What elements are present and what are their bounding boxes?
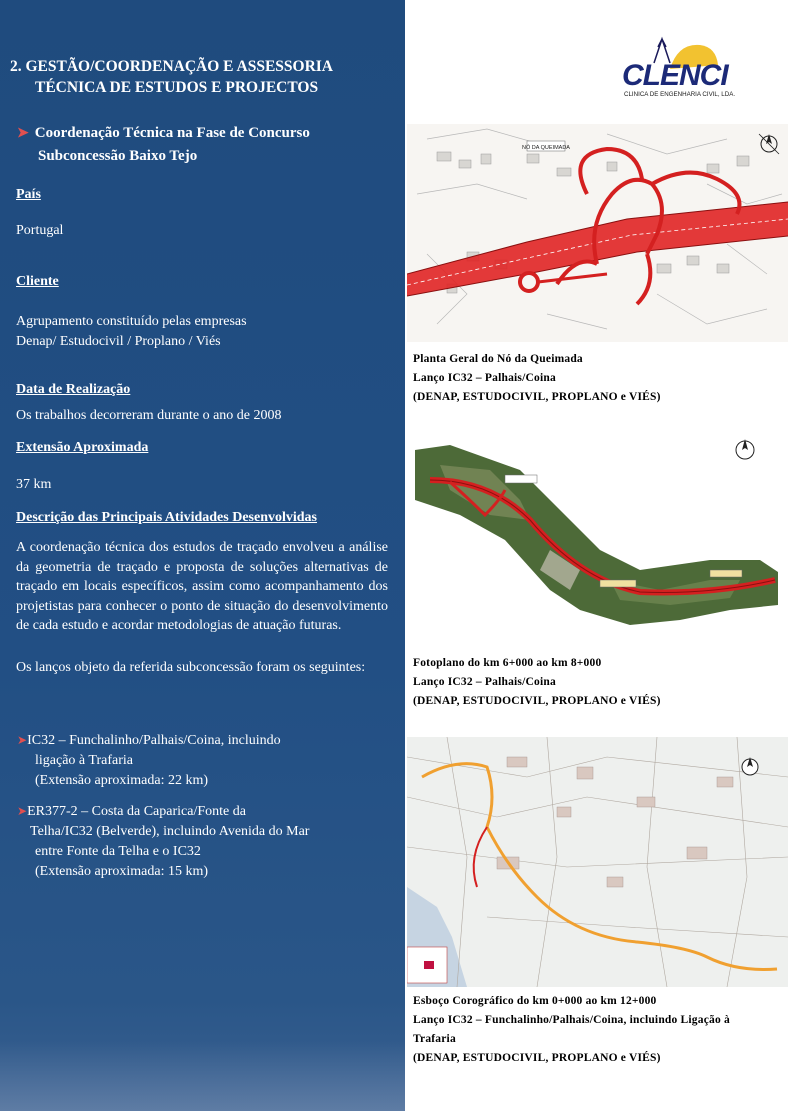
subtitle-line1: Coordenação Técnica na Fase de Concurso <box>34 125 310 141</box>
caption-2-line2: Lanço IC32 – Palhais/Coina <box>413 676 556 688</box>
item2-line4: (Extensão aproximada: 15 km) <box>35 864 209 879</box>
item1-line3: (Extensão aproximada: 22 km) <box>35 773 209 788</box>
caption-figure-2 <box>413 654 785 711</box>
caption-3-line1: Esboço Corográfico do km 0+000 ao km 12+000 <box>413 995 657 1007</box>
item2-line2: Telha/IC32 (Belverde), incluindo Avenida do Mar <box>30 824 310 839</box>
caption-2-line3: (DENAP, ESTUDOCIVIL, PROPLANO e VIÉS) <box>413 695 661 707</box>
descricao-para2: Os lanços objeto da referida subconcessão foram os seguintes: <box>16 659 366 675</box>
data-value: Os trabalhos decorreram durante o ano de 2008 <box>16 408 282 423</box>
map-label-no-queimada: NÓ DA QUEIMADA <box>522 145 570 151</box>
caption-1-line2: Lanço IC32 – Palhais/Coina <box>413 372 556 384</box>
title-line2: TÉCNICA DE ESTUDOS E PROJECTOS <box>35 79 319 96</box>
section-title <box>10 56 333 98</box>
logo-wordmark: CLENCI <box>622 59 728 92</box>
cliente-value <box>16 312 247 352</box>
data-heading: Data de Realização <box>16 382 131 397</box>
figure-esboco-corografico <box>407 737 788 987</box>
item2-line1: ER377-2 – Costa da Caparica/Fonte da <box>27 804 246 819</box>
panel-fade <box>0 1041 405 1111</box>
figure-fotoplano <box>410 420 786 652</box>
item1-line1: IC32 – Funchalinho/Palhais/Coina, incluindo <box>27 733 281 748</box>
caption-1-line3: (DENAP, ESTUDOCIVIL, PROPLANO e VIÉS) <box>413 391 661 403</box>
cliente-line2: Denap/ Estudocivil / Proplano / Viés <box>16 334 221 349</box>
extensao-value: 37 km <box>16 477 52 492</box>
caption-3-line2: Lanço IC32 – Funchalinho/Palhais/Coina, incluindo Ligação à <box>413 1014 730 1026</box>
arrow-bullet-icon: ➤ <box>17 126 29 141</box>
list-item <box>17 730 281 791</box>
descricao-para1: A coordenação técnica dos estudos de traçado envolveu a análise da geometria de traçado e proposta de soluções alternativas de traçado em locais específicos, assim como acompanhamento dos projetistas para conhecer o ponto de situação do desenvolvimento de cada estudo e acordar metodologias de atuação futuras. <box>16 540 388 633</box>
extensao-heading: Extensão Aproximada <box>16 440 149 455</box>
subtitle <box>17 122 310 168</box>
caption-3-line3: Trafaria <box>413 1033 456 1045</box>
caption-3-line4: (DENAP, ESTUDOCIVIL, PROPLANO e VIÉS) <box>413 1052 661 1064</box>
arrow-bullet-icon: ➤ <box>17 804 28 818</box>
descricao-text <box>16 538 388 682</box>
arrow-bullet-icon: ➤ <box>17 733 28 747</box>
title-line1: 2. GESTÃO/COORDENAÇÃO E ASSESSORIA <box>10 58 333 75</box>
list-item <box>17 801 309 882</box>
pais-value: Portugal <box>16 223 64 238</box>
item1-line2: ligação à Trafaria <box>35 753 133 768</box>
pais-heading: País <box>16 187 41 202</box>
cliente-heading: Cliente <box>16 274 59 289</box>
caption-figure-3 <box>413 992 785 1068</box>
caption-figure-1 <box>413 350 785 407</box>
logo-tagline: CLINICA DE ENGENHARIA CIVIL, LDA. <box>624 91 736 98</box>
cliente-line1: Agrupamento constituído pelas empresas <box>16 314 247 329</box>
clenci-logo <box>618 35 758 99</box>
subtitle-line2: Subconcessão Baixo Tejo <box>38 148 198 164</box>
caption-1-line1: Planta Geral do Nó da Queimada <box>413 353 583 365</box>
figure-plan-queimada <box>407 124 788 342</box>
caption-2-line1: Fotoplano do km 6+000 ao km 8+000 <box>413 657 602 669</box>
item2-line3: entre Fonte da Telha e o IC32 <box>35 844 201 859</box>
descricao-heading: Descrição das Principais Atividades Desenvolvidas <box>16 510 318 525</box>
